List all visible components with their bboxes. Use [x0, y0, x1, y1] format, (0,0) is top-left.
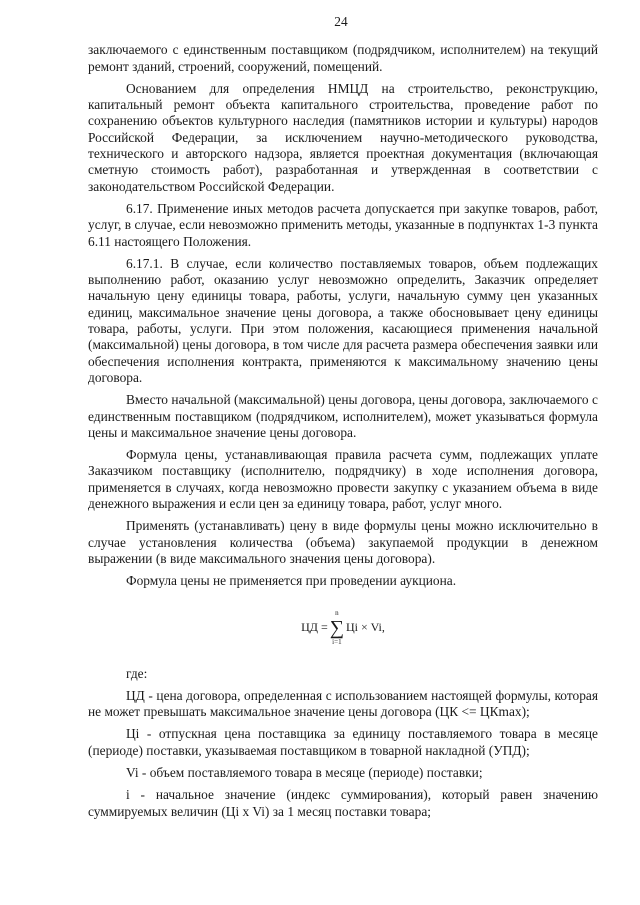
page-number: 24	[334, 14, 348, 29]
formula-rhs: Цi × Vi,	[346, 620, 385, 635]
sum-upper-limit: n	[335, 608, 339, 617]
paragraph: заключаемого с единственным поставщиком (подрядчиком, исполнителем) на текущий ремонт зданий, строений, сооружений, помещений.	[88, 42, 598, 74]
paragraph: Формула цены, устанавливающая правила расчета сумм, подлежащих уплате Заказчиком поставщику (исполнителю, подрядчику) в ходе исполнения договора, применяется в случаях, когда невозможно провести закупку с указанием объема в виде денежного выражения и если цен за единицу товара, работ, услуг много.	[88, 447, 598, 512]
formula-lhs: ЦД =	[301, 620, 328, 635]
document-page	[88, 0, 598, 820]
paragraph: Применять (устанавливать) цену в виде формулы цены можно исключительно в случае установления количества (объема) закупаемой продукции в денежном выражении (в виде максимального значения цены договора).	[88, 518, 598, 566]
paragraph: Формула цены не применяется при проведении аукциона.	[126, 573, 457, 589]
paragraph: 6.17.1. В случае, если количество поставляемых товаров, объем подлежащих выполнению работ, оказанию услуг невозможно определить, Заказчик определяет начальную цену единицы товара, работы, услуги, начальную сумму цен указанных единиц, максимальное значение цены договора, а также обосновывает цену единицы товара, работы, услуги. При этом положения, касающиеся применения начальной (максимальной) цены договора, в том числе для расчета размера обеспечения заявки или обеспечения исполнения контракта, применяются к максимальному значению цены договора.	[88, 255, 598, 385]
paragraph: Основанием для определения НМЦД на строительство, реконструкцию, капитальный ремонт объекта капитального строительства, проведение работ по сохранению объектов культурного наследия (памятников истории и культуры) народов Российской Федерации, за исключением научно-методического руководства, технического и авторского надзора, является проектная документация (включающая сметную стоимость работ), разработанная и утвержденная в соответствии с законодательством Российской Федерации.	[88, 80, 598, 194]
price-formula	[88, 594, 598, 662]
sigma-symbol: ∑	[329, 616, 345, 639]
definition: i - начальное значение (индекс суммирования), который равен значению суммируемых величин (Цi x Vi) за 1 месяц поставки товара;	[88, 787, 598, 819]
definition: Цi - отпускная цена поставщика за единицу поставляемого товара в месяце (периоде) поставки, указываемая поставщиком в товарной накладной (УПД);	[88, 726, 598, 758]
sum-lower-limit: i=1	[332, 637, 342, 646]
summation	[330, 609, 344, 647]
definition: ЦД - цена договора, определенная с использованием настоящей формулы, которая не может превышать максимальное значение цены договора (ЦК <= ЦКmax);	[88, 687, 598, 720]
definition: где:	[126, 665, 148, 681]
paragraph: Вместо начальной (максимальной) цены договора, цены договора, заключаемого с единственным поставщиком (подрядчиком, исполнителем), может указываться формула цены и максимальное значение цены договора.	[88, 392, 598, 440]
paragraph: 6.17. Применение иных методов расчета допускается при закупке товаров, работ, услуг, в случае, если невозможно применить методы, указанные в подпунктах 1-3 пункта 6.11 настоящего Положения.	[88, 200, 598, 249]
definition: Vi - объем поставляемого товара в месяце (периоде) поставки;	[126, 764, 483, 780]
